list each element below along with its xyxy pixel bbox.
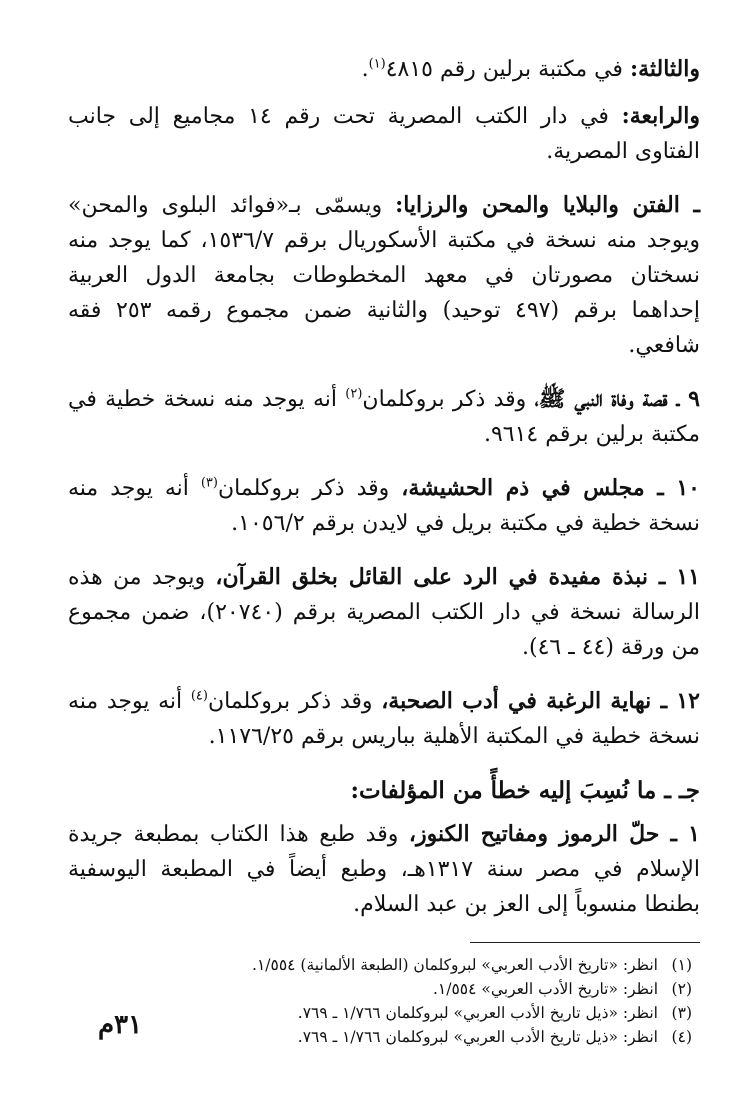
footnote-text: انظر: «ذيل تاريخ الأدب العربي» لبروكلمان ١/٧٦٦ ـ ٧٦٩. bbox=[297, 1028, 658, 1046]
label-fourth: والرابعة: bbox=[621, 103, 700, 129]
text-item-9: وقد ذكر بروكلمان bbox=[362, 387, 535, 412]
footnote-number: (٤) bbox=[671, 1028, 692, 1046]
text-item-10: وقد ذكر بروكلمان bbox=[217, 476, 402, 501]
paragraph-item-10 bbox=[68, 471, 700, 541]
footnotes bbox=[68, 953, 700, 1049]
paragraph-fourth-copy bbox=[68, 99, 700, 169]
text-item-10-tail: أنه يوجد منه نسخة خطية في مكتبة بريل في لايدن برقم ١٠٥٦/٢. bbox=[68, 476, 700, 536]
paragraph-fitan bbox=[68, 188, 700, 363]
label-fitan: ـ الفتن والبلايا والمحن والرزايا: bbox=[395, 192, 701, 218]
footnote-ref-2[interactable]: (٢) bbox=[345, 386, 363, 402]
footnote-4 bbox=[68, 1025, 700, 1049]
footnote-1 bbox=[68, 953, 700, 977]
text-item-11: ويوجد من هذه الرسالة نسخة في دار الكتب المصرية برقم (٢٠٧٤٠)، ضمن مجموع من ورقة (٤٤ ـ ٤٦). bbox=[68, 565, 700, 660]
text-item-9-tail: أنه يوجد منه نسخة خطية في مكتبة برلين برقم ٩٦١٤. bbox=[68, 387, 700, 447]
label-misattributed-1: ١ ـ حلّ الرموز ومفاتيح الكنوز، bbox=[408, 821, 700, 847]
label-item-9: ٩ ـ قصة وفاة النبي ﷺ، bbox=[534, 386, 700, 412]
footnote-3 bbox=[68, 1001, 700, 1025]
footnote-2 bbox=[68, 977, 700, 1001]
footnote-number: (٢) bbox=[671, 980, 692, 998]
footnote-ref-3[interactable]: (٣) bbox=[200, 475, 218, 491]
paragraph-item-12 bbox=[68, 684, 700, 754]
footnote-divider bbox=[470, 942, 700, 943]
section-heading: جـ ـ ما نُسِبَ إليه خطأً من المؤلفات: bbox=[350, 777, 700, 804]
text-fourth: في دار الكتب المصرية تحت رقم ١٤ مجاميع إلى جانب الفتاوى المصرية. bbox=[68, 104, 700, 164]
text-third-tail: . bbox=[361, 57, 369, 82]
label-third: والثالثة: bbox=[629, 56, 700, 82]
footnote-ref-4[interactable]: (٤) bbox=[190, 688, 208, 704]
label-item-10: ١٠ ـ مجلس في ذم الحشيشة، bbox=[401, 475, 700, 501]
footnote-text: انظر: «ذيل تاريخ الأدب العربي» لبروكلمان ١/٧٦٦ ـ ٧٦٩. bbox=[297, 1004, 658, 1022]
text-item-12: وقد ذكر بروكلمان bbox=[207, 689, 382, 714]
footnote-ref-1[interactable]: (١) bbox=[368, 56, 386, 72]
paragraph-third-copy bbox=[68, 52, 700, 87]
page-body bbox=[68, 52, 700, 1049]
text-third: في مكتبة برلين رقم ٤٨١٥ bbox=[385, 57, 630, 82]
label-item-11: ١١ ـ نبذة مفيدة في الرد على القائل بخلق القرآن، bbox=[215, 564, 700, 590]
footnote-text: انظر: «تاريخ الأدب العربي» لبروكلمان (الطبعة الألمانية) ١/٥٥٤. bbox=[252, 956, 658, 974]
footnote-number: (٣) bbox=[671, 1004, 692, 1022]
page-number: ٣١م bbox=[98, 1010, 143, 1040]
label-item-12: ١٢ ـ نهاية الرغبة في أدب الصحبة، bbox=[381, 688, 700, 714]
footnote-number: (١) bbox=[671, 956, 692, 974]
footnote-text: انظر: «تاريخ الأدب العربي» ١/٥٥٤. bbox=[432, 980, 658, 998]
paragraph-misattributed-1 bbox=[68, 817, 700, 922]
text-misattributed-1: وقد طبع هذا الكتاب بمطبعة جريدة الإسلام في مصر سنة ١٣١٧هـ، وطبع أيضاً في المطبعة اليوسفية بطنطا منسوباً إلى العز بن عبد السلام. bbox=[68, 822, 700, 917]
text-item-12-tail: أنه يوجد منه نسخة خطية في المكتبة الأهلية بباريس برقم ١١٧٦/٢٥. bbox=[68, 689, 700, 749]
paragraph-item-11 bbox=[68, 560, 700, 665]
paragraph-item-9 bbox=[68, 382, 700, 452]
text-fitan: ويسمّى بـ«فوائد البلوى والمحن» ويوجد منه نسخة في مكتبة الأسكوريال برقم ١٥٣٦/٧، كما يوجد منه نسختان مصورتان في معهد المخطوطات بجامعة الدول العربية إحداهما برقم (٤٩٧ توحيد) والثانية ضمن مجموع رقمه ٢٥٣ فقه شافعي. bbox=[68, 193, 701, 358]
